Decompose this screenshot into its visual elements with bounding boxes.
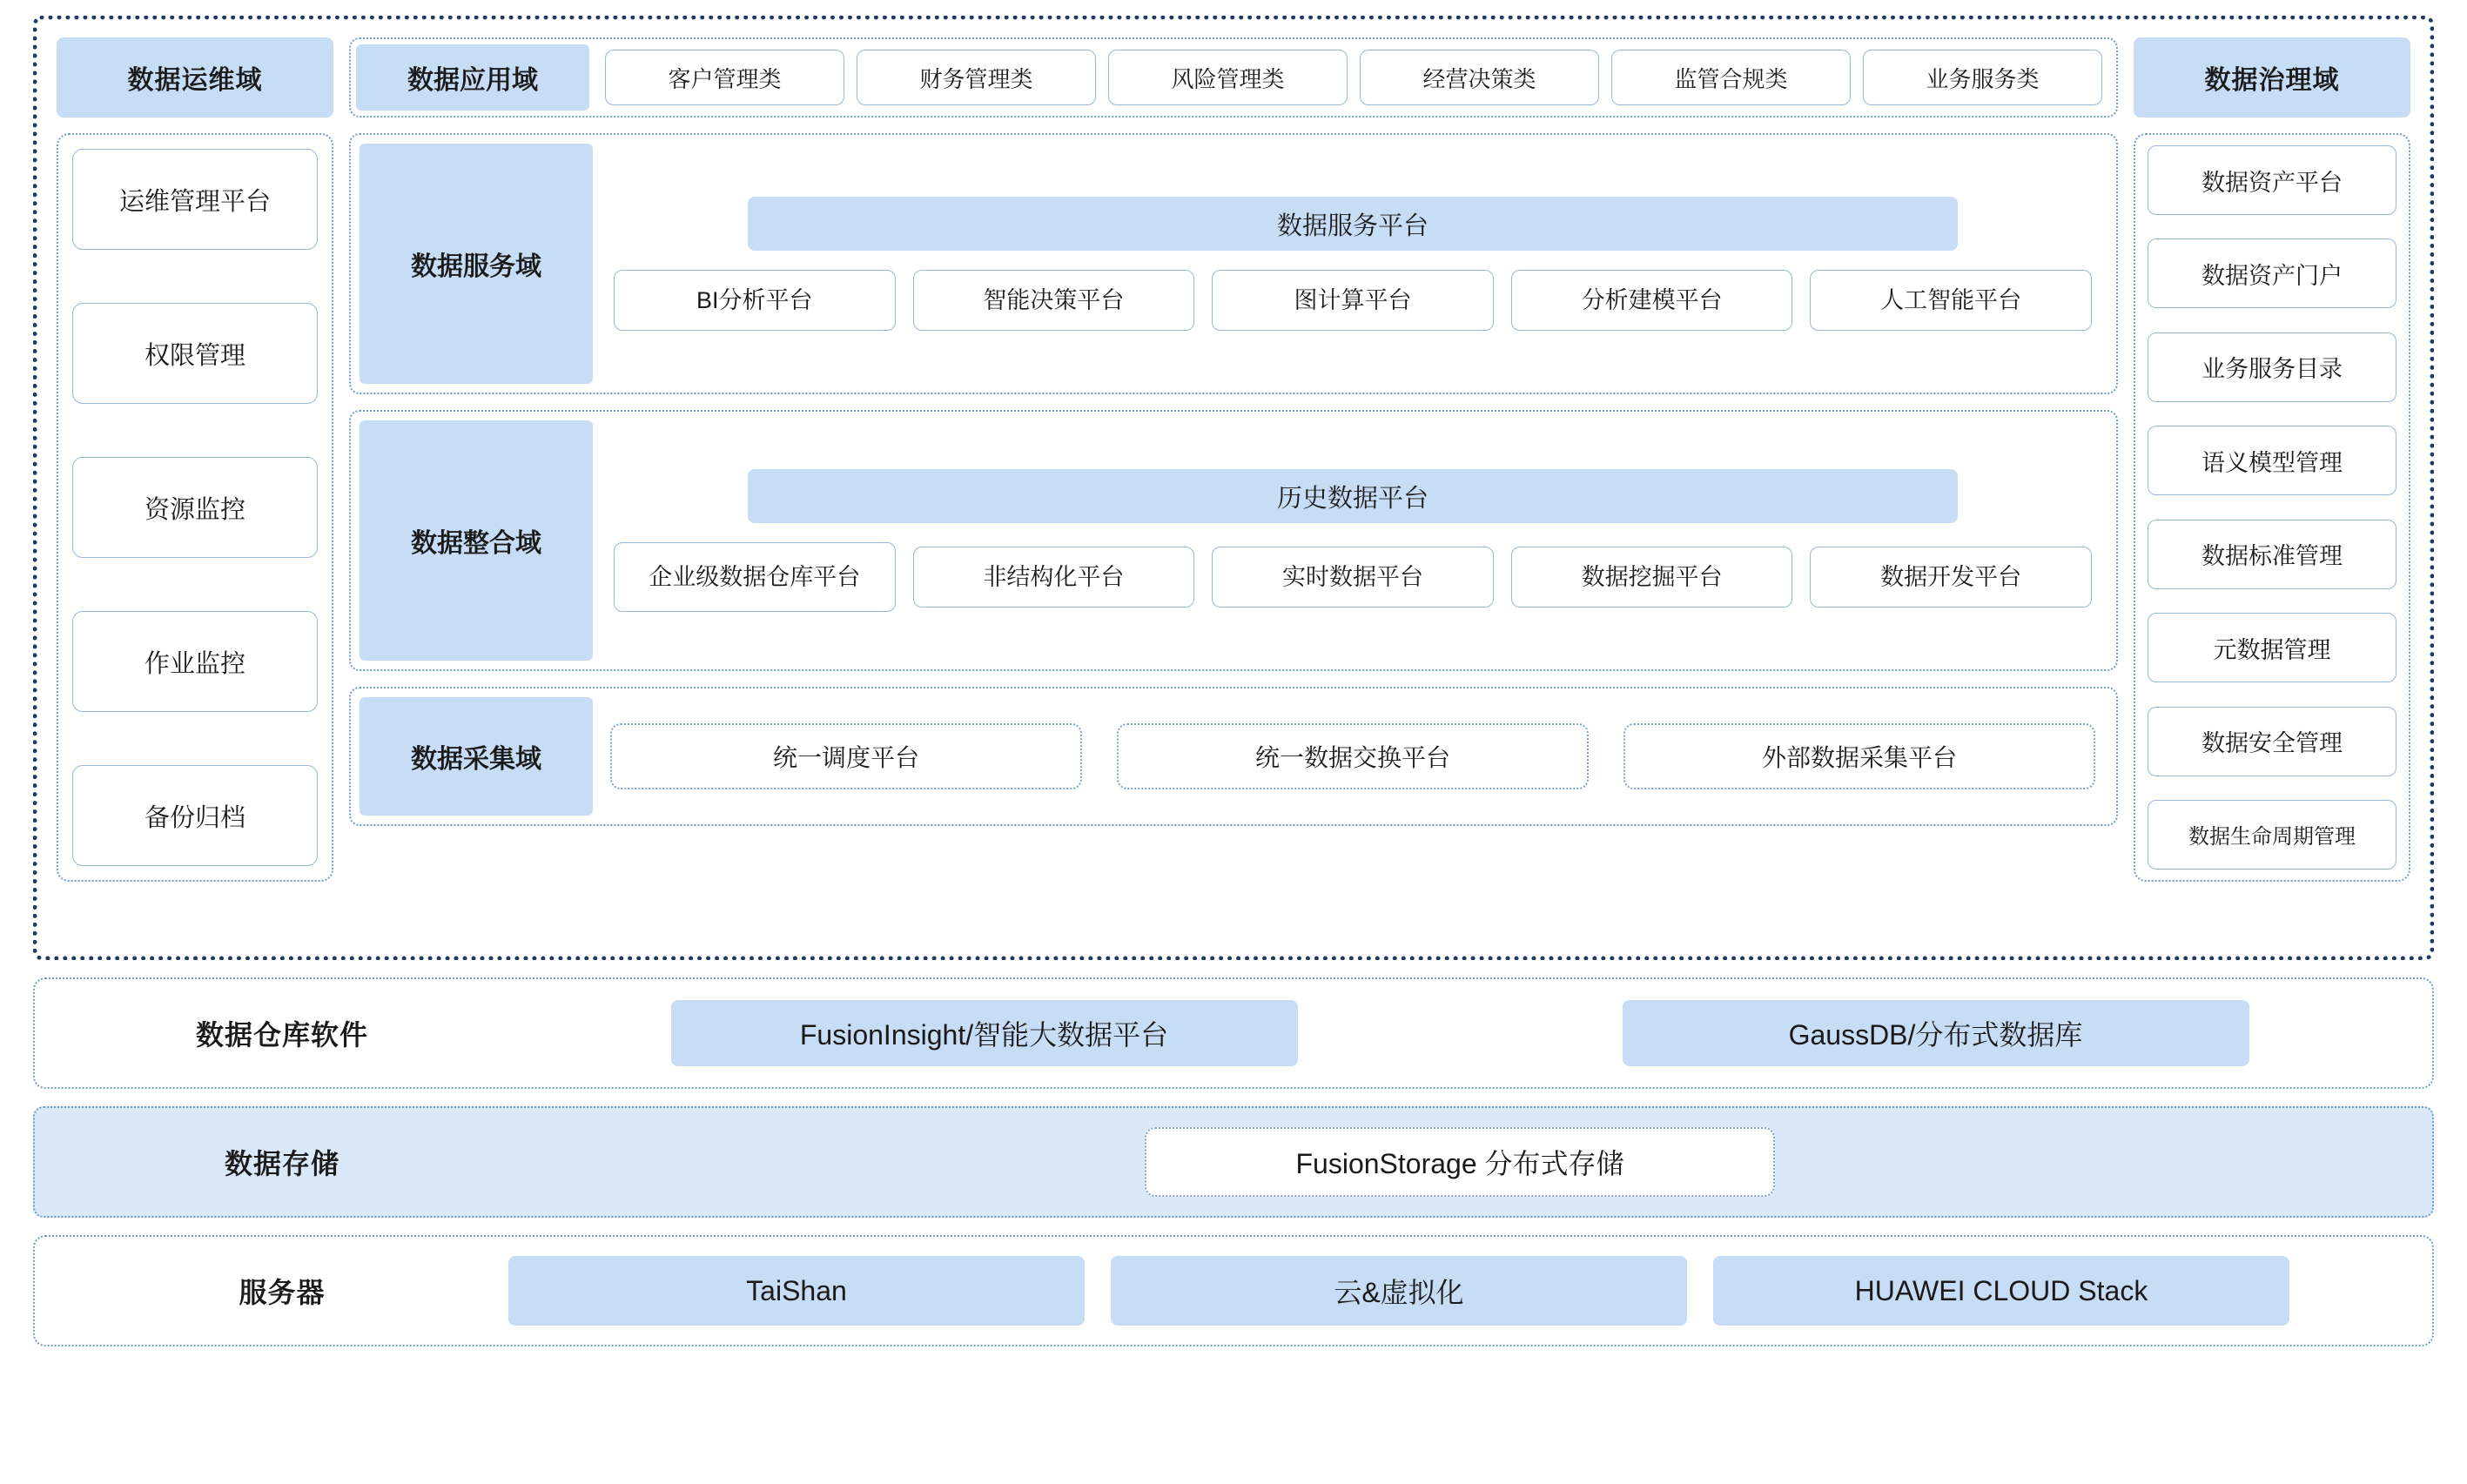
server-label: 服务器 xyxy=(239,1277,326,1308)
storage-band xyxy=(33,1106,2434,1218)
governance-item[interactable]: 数据安全管理 xyxy=(2148,707,2396,776)
body-row xyxy=(57,133,2410,882)
warehouse-item[interactable]: GaussDB/分布式数据库 xyxy=(1623,1000,2249,1066)
service-domain-panel xyxy=(349,133,2118,394)
collection-chip[interactable]: 外部数据采集平台 xyxy=(1623,723,2095,789)
integration-chip[interactable]: 企业级数据仓库平台 xyxy=(614,542,896,612)
service-domain-body xyxy=(605,144,2107,384)
warehouse-software-band xyxy=(33,977,2434,1089)
history-platform-banner: 历史数据平台 xyxy=(748,469,1958,523)
governance-item[interactable]: 数据资产平台 xyxy=(2148,145,2396,215)
service-chip[interactable]: BI分析平台 xyxy=(614,270,896,331)
integration-domain-body xyxy=(605,420,2107,661)
collection-chip-row xyxy=(605,697,2107,816)
application-domain-chips xyxy=(600,44,2107,111)
collection-domain-title: 数据采集域 xyxy=(360,697,593,816)
app-chip[interactable]: 经营决策类 xyxy=(1360,50,1599,105)
service-chip[interactable]: 智能决策平台 xyxy=(913,270,1195,331)
ops-item[interactable]: 作业监控 xyxy=(72,611,318,712)
platform-frame xyxy=(33,16,2434,960)
governance-item[interactable]: 数据标准管理 xyxy=(2148,520,2396,589)
integration-chip[interactable]: 非结构化平台 xyxy=(913,547,1195,608)
integration-chip[interactable]: 实时数据平台 xyxy=(1212,547,1494,608)
application-domain-panel xyxy=(349,37,2118,118)
governance-item[interactable]: 数据生命周期管理 xyxy=(2148,800,2396,870)
governance-domain-title: 数据治理域 xyxy=(2134,37,2410,118)
ops-item[interactable]: 备份归档 xyxy=(72,765,318,866)
collection-chip[interactable]: 统一数据交换平台 xyxy=(1117,723,1589,789)
governance-item[interactable]: 数据资产门户 xyxy=(2148,238,2396,308)
server-item[interactable]: HUAWEI CLOUD Stack xyxy=(1713,1256,2289,1326)
service-chip-row xyxy=(614,270,2092,331)
center-column xyxy=(349,133,2118,882)
governance-item[interactable]: 语义模型管理 xyxy=(2148,426,2396,495)
service-platform-banner: 数据服务平台 xyxy=(748,197,1958,251)
integration-domain-title: 数据整合域 xyxy=(360,420,593,661)
app-chip[interactable]: 监管合规类 xyxy=(1611,50,1851,105)
app-chip[interactable]: 客户管理类 xyxy=(605,50,844,105)
integration-domain-panel xyxy=(349,410,2118,671)
app-chip[interactable]: 风险管理类 xyxy=(1108,50,1348,105)
server-item[interactable]: TaiShan xyxy=(508,1256,1085,1326)
storage-item[interactable]: FusionStorage 分布式存储 xyxy=(1145,1127,1775,1197)
ops-domain-title: 数据运维域 xyxy=(57,37,333,118)
integration-chip-row xyxy=(614,542,2092,612)
storage-label: 数据存储 xyxy=(224,1148,339,1179)
integration-chip[interactable]: 数据开发平台 xyxy=(1810,547,2092,608)
service-domain-title: 数据服务域 xyxy=(360,144,593,384)
server-items xyxy=(508,1256,2411,1326)
warehouse-software-label: 数据仓库软件 xyxy=(195,1019,368,1051)
governance-item[interactable]: 业务服务目录 xyxy=(2148,332,2396,402)
warehouse-software-items xyxy=(508,1000,2411,1066)
ops-item[interactable]: 运维管理平台 xyxy=(72,149,318,250)
governance-item[interactable]: 元数据管理 xyxy=(2148,613,2396,682)
ops-item[interactable]: 资源监控 xyxy=(72,457,318,558)
ops-domain-panel xyxy=(57,133,333,882)
server-band xyxy=(33,1235,2434,1346)
service-chip[interactable]: 人工智能平台 xyxy=(1810,270,2092,331)
app-chip[interactable]: 财务管理类 xyxy=(857,50,1096,105)
app-chip[interactable]: 业务服务类 xyxy=(1863,50,2102,105)
warehouse-item[interactable]: FusionInsight/智能大数据平台 xyxy=(671,1000,1298,1066)
service-chip[interactable]: 分析建模平台 xyxy=(1511,270,1793,331)
ops-item[interactable]: 权限管理 xyxy=(72,303,318,404)
governance-domain-panel xyxy=(2134,133,2410,882)
server-item[interactable]: 云&虚拟化 xyxy=(1111,1256,1687,1326)
application-domain-title: 数据应用域 xyxy=(356,44,589,111)
collection-chip[interactable]: 统一调度平台 xyxy=(610,723,1082,789)
service-chip[interactable]: 图计算平台 xyxy=(1212,270,1494,331)
storage-items xyxy=(508,1127,2411,1197)
collection-domain-panel xyxy=(349,687,2118,826)
integration-chip[interactable]: 数据挖掘平台 xyxy=(1511,547,1793,608)
top-row xyxy=(57,37,2410,118)
